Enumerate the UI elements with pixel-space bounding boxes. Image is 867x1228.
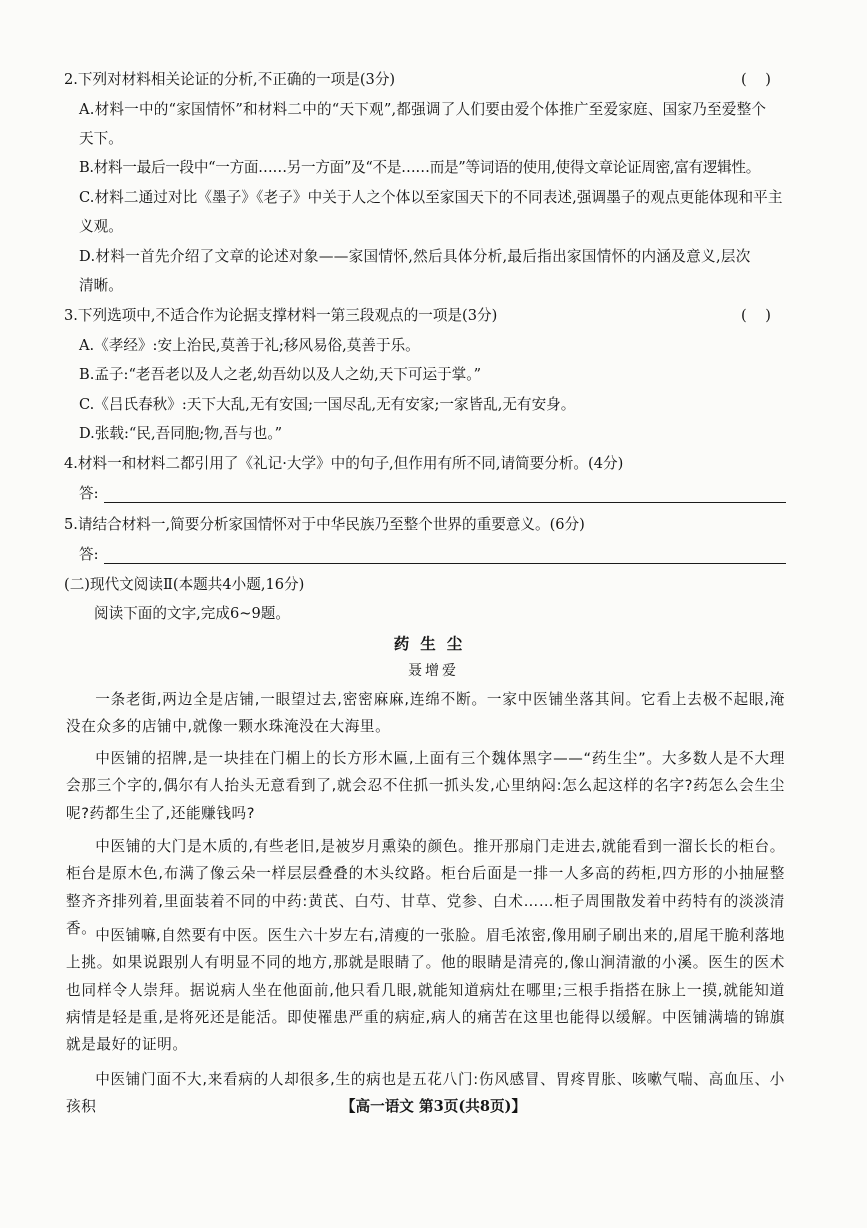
q5-stem: 5.请结合材料一,简要分析家国情怀对于中华民族乃至整个世界的重要意义。(6分) bbox=[64, 516, 585, 533]
q2-option-a-line2: 天下。 bbox=[79, 130, 123, 147]
story-paragraph: 中医铺门面不大,来看病的人却很多,生的病也是五花八门:伤风感冒、胃疼胃胀、咳嗽气喘、高血压、小孩积 bbox=[66, 1071, 785, 1116]
section2-instruction: 阅读下面的文字,完成6~9题。 bbox=[94, 605, 290, 622]
q2-stem: 2.下列对材料相关论证的分析,不正确的一项是(3分) bbox=[64, 71, 396, 88]
q5-answer-label: 答: bbox=[79, 546, 99, 563]
story-paragraph: 一条老街,两边全是店铺,一眼望过去,密密麻麻,连绵不断。一家中医铺坐落其间。它看上去极不起眼,淹没在众多的店铺中,就像一颗水珠淹没在大海里。 bbox=[66, 691, 785, 736]
page-footer: 【高一语文 第3页(共8页)】 bbox=[340, 1098, 527, 1115]
q3-option-c: C.《吕氏春秋》:天下大乱,无有安国;一国尽乱,无有安家;一家皆乱,无有安身。 bbox=[79, 396, 576, 413]
story-paragraph: 中医铺的大门是木质的,有些老旧,是被岁月熏染的颜色。推开那扇门走进去,就能看到一溜长长的柜台。柜台是原木色,布满了像云朵一样层层叠叠的木头纹路。柜台后面是一排一人多高的药柜,四方形的小抽屉整整齐齐排列着,里面装着不同的中药:黄芪、白芍、甘草、党参、白术……柜子周围散发着中药特有的淡淡清香。 bbox=[66, 838, 785, 937]
q4-answer-line[interactable] bbox=[104, 502, 786, 503]
q2-option-d-line2: 清晰。 bbox=[79, 277, 123, 294]
q3-option-d: D.张载:“民,吾同胞;物,吾与也。” bbox=[79, 425, 283, 442]
q2-option-d-line1: D.材料一首先介绍了文章的论述对象——家国情怀,然后具体分析,最后指出家国情怀的内涵及意义,层次 bbox=[79, 248, 751, 265]
q5-answer-line[interactable] bbox=[104, 563, 786, 564]
q2-option-b: B.材料一最后一段中“一方面……另一方面”及“不是……而是”等词语的使用,使得文章论证周密,富有逻辑性。 bbox=[79, 159, 761, 176]
q2-option-a-line1: A.材料一中的“家国情怀”和材料二中的“天下观”,都强调了人们要由爱个体推广至爱家庭、国家乃至爱整个 bbox=[79, 101, 767, 118]
q3-stem: 3.下列选项中,不适合作为论据支撑材料一第三段观点的一项是(3分) bbox=[64, 307, 498, 324]
q4-stem: 4.材料一和材料二都引用了《礼记·大学》中的句子,但作用有所不同,请简要分析。(4分) bbox=[64, 455, 624, 472]
story-title: 药生尘 bbox=[393, 634, 474, 653]
q3-option-b: B.孟子:“老吾老以及人之老,幼吾幼以及人之幼,天下可运于掌。” bbox=[79, 366, 482, 383]
q2-option-c-line2: 义观。 bbox=[79, 218, 123, 235]
section2-heading: (二)现代文阅读Ⅱ(本题共4小题,16分) bbox=[64, 576, 305, 593]
story-paragraph: 中医铺的招牌,是一块挂在门楣上的长方形木匾,上面有三个魏体黑字——“药生尘”。大多数人是不大理会那三个字的,偶尔有人抬头无意看到了,就会忍不住抓一抓头发,心里纳闷:怎么起这样的名字?药怎么会生尘呢?药都生尘了,还能赚钱吗? bbox=[66, 750, 785, 822]
q3-answer-paren[interactable]: ( ) bbox=[741, 307, 771, 324]
story-paragraph: 中医铺嘛,自然要有中医。医生六十岁左右,清瘦的一张脸。眉毛浓密,像用刷子刷出来的,眉尾干脆利落地上挑。如果说跟别人有明显不同的地方,那就是眼睛了。他的眼睛是清亮的,像山涧清澈的小溪。医生的医术也同样令人崇拜。据说病人坐在他面前,他只看几眼,就能知道病灶在哪里;三根手指搭在脉上一摸,就能知道病情是轻是重,是将死还是能活。即使罹患严重的病症,病人的痛苦在这里也能得以缓解。中医铺满墙的锦旗就是最好的证明。 bbox=[66, 927, 785, 1054]
q3-option-a: A.《孝经》:安上治民,莫善于礼;移风易俗,莫善于乐。 bbox=[79, 337, 420, 354]
story-author: 聂增爱 bbox=[408, 663, 459, 679]
q2-answer-paren[interactable]: ( ) bbox=[741, 71, 771, 88]
q4-answer-label: 答: bbox=[79, 485, 99, 502]
q2-option-c-line1: C.材料二通过对比《墨子》《老子》中关于人之个体以至家国天下的不同表述,强调墨子的观点更能体现和平主 bbox=[79, 189, 783, 206]
